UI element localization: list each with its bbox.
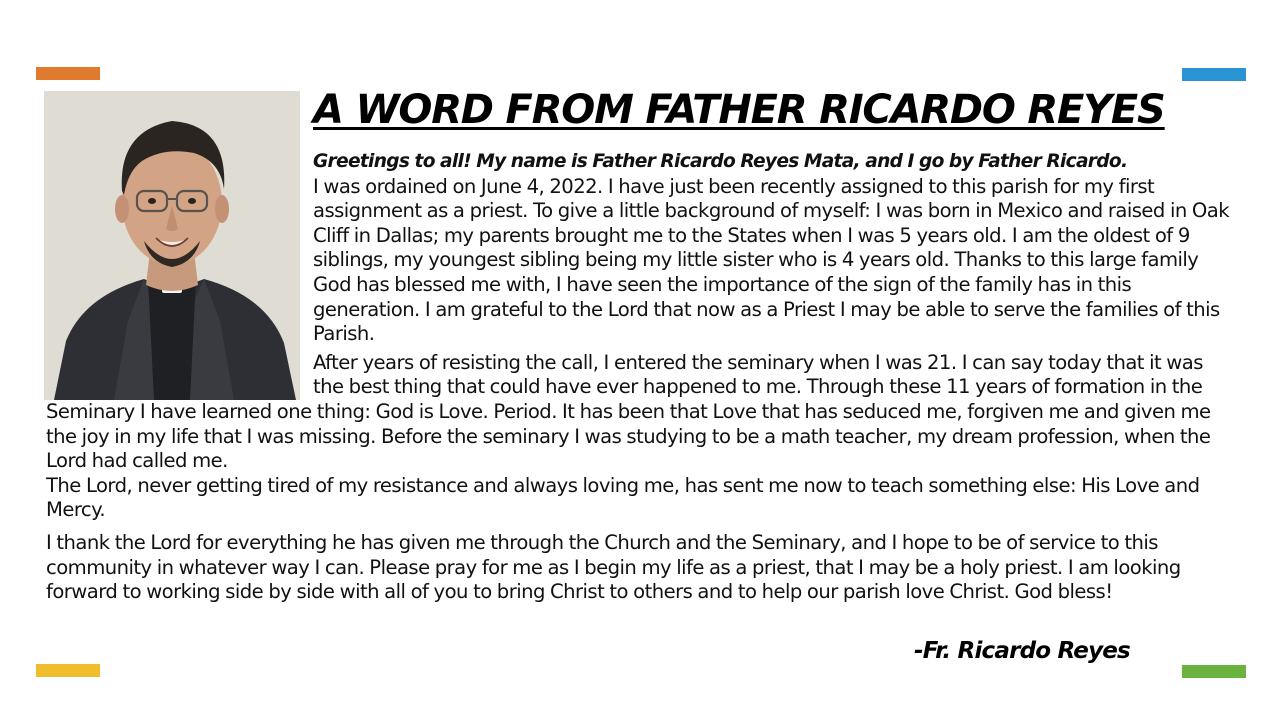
signature: -Fr. Ricardo Reyes — [914, 638, 1130, 664]
page-title: A WORD FROM FATHER RICARDO REYES — [313, 87, 1165, 133]
accent-bar-bottom-right — [1182, 665, 1246, 678]
accent-bar-bottom-left — [36, 664, 100, 677]
paragraph-thanks: I thank the Lord for everything he has given me through the Church and the Seminary, and I hope to be of service to this community in whatever way I can. Please pray for me as I begin my life as a priest, that I may be a holy priest. I am looking forward to working side by side with all of you to bring Christ to others and to help our parish love Christ. God bless! — [46, 530, 1181, 604]
paragraph-seminary: After years of resisting the call, I entered the seminary when I was 21. I can say today that it was the best thing that could have ever happened to me. Through these 11 years of formation in the Seminary I have learned one thing: God is Love. Period. It has been that Love that has seduced me, forgiven me and given me the joy in my life that I was missing. Before the seminary I was studying to be a math teacher, my dream profession, when the Lord had called me. — [46, 350, 1211, 473]
accent-bar-top-right — [1182, 68, 1246, 81]
letter-body — [46, 149, 1236, 605]
greeting-text: Greetings to all! My name is Father Ricardo Reyes Mata, and I go by Father Ricardo. — [313, 151, 1128, 172]
paragraph-love-mercy: The Lord, never getting tired of my resistance and always loving me, has sent me now to teach something else: His Love and Mercy. — [46, 473, 1200, 522]
photo-wrap-space — [46, 149, 313, 395]
paragraph-ordination: I was ordained on June 4, 2022. I have just been recently assigned to this parish for my first assignment as a priest. To give a little background of myself: I was born in Mexico and raised in Oak Cliff in Dallas; my parents brought me to the States when I was 5 years old. I am the oldest of 9 siblings, my youngest sibling being my little sister who is 4 years old. Thanks to this large family God has blessed me with, I have seen the importance of the sign of the family has in this generation. I am grateful to the Lord that now as a Priest I may be able to serve the families of this Parish. — [313, 174, 1230, 346]
accent-bar-top-left — [36, 67, 100, 80]
